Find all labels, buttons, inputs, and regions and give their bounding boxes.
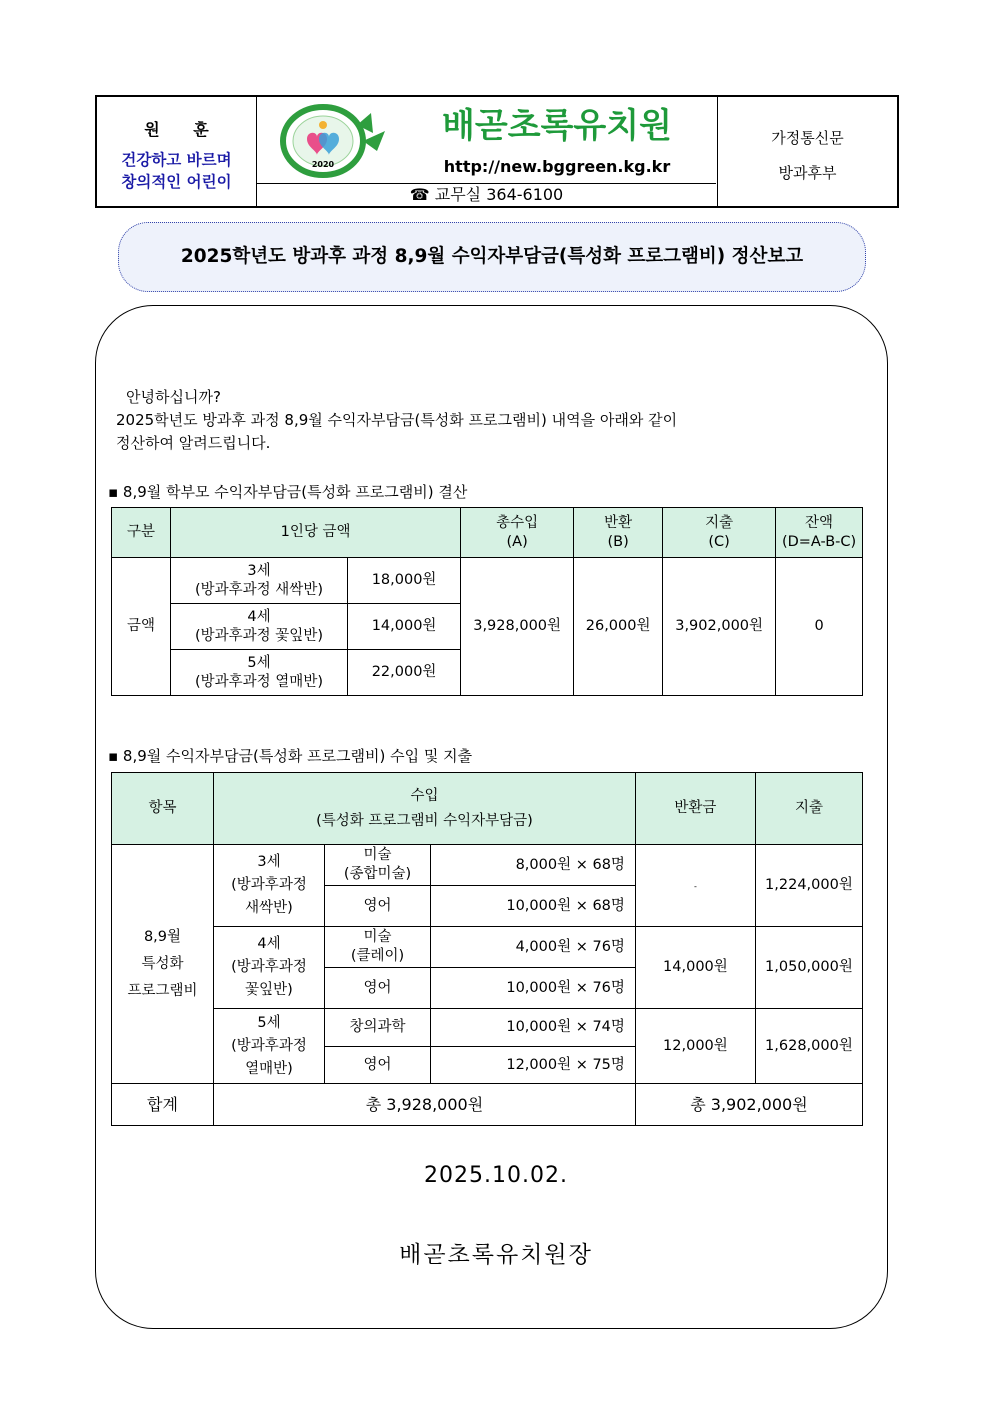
total-refund: 26,000원 <box>574 558 663 696</box>
subject-cell <box>325 927 431 968</box>
class-name: 새싹반) <box>245 900 293 916</box>
class-name: (방과후과정 열매반) <box>195 673 323 690</box>
header-expense-label: 지출 <box>705 514 734 531</box>
header-refund: 반환금 <box>635 773 755 845</box>
header-income-label: 총수입 <box>496 514 539 531</box>
header-balance-label: 잔액 <box>805 514 834 531</box>
class-cell <box>171 650 348 696</box>
header-per-person: 1인당 금액 <box>171 508 461 558</box>
class-name: 열매반) <box>245 1060 293 1077</box>
header-item: 항목 <box>112 773 214 845</box>
document-type-box <box>718 97 897 206</box>
item-label <box>112 845 214 1084</box>
item-label-line: 8,9월 <box>143 928 182 945</box>
office-phone: ☎ 교무실 364-6100 <box>257 183 716 206</box>
subject-sub: (종합미술) <box>343 866 412 882</box>
class-age: 3세 <box>257 854 281 870</box>
calc-cell: 10,000원 × 76명 <box>431 968 636 1009</box>
class-name: 꽃잎반) <box>245 982 293 998</box>
subject-sub: (클레이) <box>350 948 405 964</box>
header-income-label: 수입 <box>410 787 439 804</box>
document-date: 2025.10.02. <box>424 1163 568 1188</box>
class-name: (방과후과정 <box>231 1037 307 1054</box>
class-cell <box>214 927 325 1009</box>
class-age: 4세 <box>247 608 271 625</box>
total-expense: 총 3,902,000원 <box>635 1084 862 1126</box>
income-expense-table <box>111 772 863 1126</box>
class-cell <box>214 845 325 927</box>
letterhead <box>95 95 899 208</box>
calc-cell: 8,000원 × 68명 <box>431 845 636 886</box>
total-row <box>112 1084 863 1126</box>
header-balance <box>776 508 863 558</box>
class-name: (방과후과정 새싹반) <box>195 581 323 598</box>
table-row <box>112 558 863 604</box>
header-income <box>214 773 636 845</box>
calc-cell: 10,000원 × 68명 <box>431 886 636 927</box>
calc-cell: 12,000원 × 75명 <box>431 1047 636 1084</box>
subject-cell <box>325 845 431 886</box>
class-name: (방과후과정 꽃잎반) <box>195 627 323 644</box>
greeting <box>116 386 861 455</box>
logo-year: 2020 <box>311 160 335 169</box>
calc-cell: 4,000원 × 76명 <box>431 927 636 968</box>
subject-cell: 영어 <box>325 1047 431 1084</box>
class-age: 3세 <box>247 562 271 579</box>
expense-cell: 1,628,000원 <box>755 1009 862 1084</box>
class-cell <box>214 1009 325 1084</box>
header-expense-sub: (C) <box>708 533 730 550</box>
expense-cell: 1,224,000원 <box>755 845 862 927</box>
subject-name: 미술 <box>363 929 392 945</box>
subject-cell: 영어 <box>325 886 431 927</box>
balance: 0 <box>776 558 863 696</box>
total-income: 총 3,928,000원 <box>214 1084 636 1126</box>
header-category: 구분 <box>112 508 171 558</box>
refund-cell: 12,000원 <box>635 1009 755 1084</box>
table-row <box>112 927 863 968</box>
doc-type: 가정통신문 <box>771 129 844 147</box>
greeting-line-3: 정산하여 알려드립니다. <box>116 434 271 452</box>
table-row <box>112 1009 863 1047</box>
item-label-line: 특성화 <box>141 955 184 972</box>
header-income-sub: (A) <box>506 533 528 550</box>
header-refund-sub: (B) <box>607 533 629 550</box>
motto-line-1: 건강하고 바르며 <box>121 151 232 169</box>
table-row <box>112 845 863 886</box>
class-cell <box>171 558 348 604</box>
header-refund-label: 반환 <box>604 514 633 531</box>
subject-cell: 영어 <box>325 968 431 1009</box>
total-expense: 3,902,000원 <box>663 558 776 696</box>
total-label: 합계 <box>112 1084 214 1126</box>
class-cell <box>171 604 348 650</box>
table-header-row <box>112 508 863 558</box>
item-label-line: 프로그램비 <box>127 982 198 999</box>
total-income: 3,928,000원 <box>461 558 574 696</box>
calc-cell: 10,000원 × 74명 <box>431 1009 636 1047</box>
header-income <box>461 508 574 558</box>
document-title: 2025학년도 방과후 과정 8,9월 수익자부담금(특성화 프로그램비) 정산보고 <box>118 222 866 292</box>
header-refund <box>574 508 663 558</box>
class-amount: 22,000원 <box>348 650 461 696</box>
refund-cell <box>635 845 755 927</box>
header-income-sub: (특성화 프로그램비 수익자부담금) <box>316 812 533 829</box>
class-age: 5세 <box>257 1014 281 1031</box>
section2-heading: ▪ 8,9월 수익자부담금(특성화 프로그램비) 수입 및 지출 <box>108 747 473 765</box>
class-age: 4세 <box>257 936 281 952</box>
table-header-row <box>112 773 863 845</box>
motto-title: 원 훈 <box>144 120 223 139</box>
subject-name: 미술 <box>363 847 392 863</box>
motto-box <box>97 97 257 206</box>
subject-cell: 창의과학 <box>325 1009 431 1047</box>
school-info-box <box>257 97 718 206</box>
school-logo-icon <box>273 103 389 179</box>
row-label-amount: 금액 <box>112 558 171 696</box>
motto-line-2: 창의적인 어린이 <box>121 173 232 191</box>
class-age: 5세 <box>247 654 271 671</box>
greeting-line-2: 2025학년도 방과후 과정 8,9월 수익자부담금(특성화 프로그램비) 내역을 아래와 같이 <box>116 411 678 429</box>
class-name: (방과후과정 <box>231 877 307 893</box>
header-expense <box>663 508 776 558</box>
school-name: 배곧초록유치원 <box>442 106 672 146</box>
header-expense: 지출 <box>755 773 862 845</box>
class-name: (방과후과정 <box>231 959 307 975</box>
section1-heading: ▪ 8,9월 학부모 수익자부담금(특성화 프로그램비) 결산 <box>108 483 468 501</box>
class-amount: 18,000원 <box>348 558 461 604</box>
expense-cell: 1,050,000원 <box>755 927 862 1009</box>
refund-value: - <box>693 881 697 891</box>
greeting-line-1: 안녕하십니까? <box>126 388 221 406</box>
department: 방과후부 <box>778 164 837 182</box>
settlement-table <box>111 507 863 696</box>
header-balance-sub: (D=A-B-C) <box>781 533 857 550</box>
class-amount: 14,000원 <box>348 604 461 650</box>
school-url[interactable]: http://new.bggreen.kg.kr <box>443 157 671 176</box>
refund-cell: 14,000원 <box>635 927 755 1009</box>
signer: 배곧초록유치원장 <box>399 1242 593 1268</box>
